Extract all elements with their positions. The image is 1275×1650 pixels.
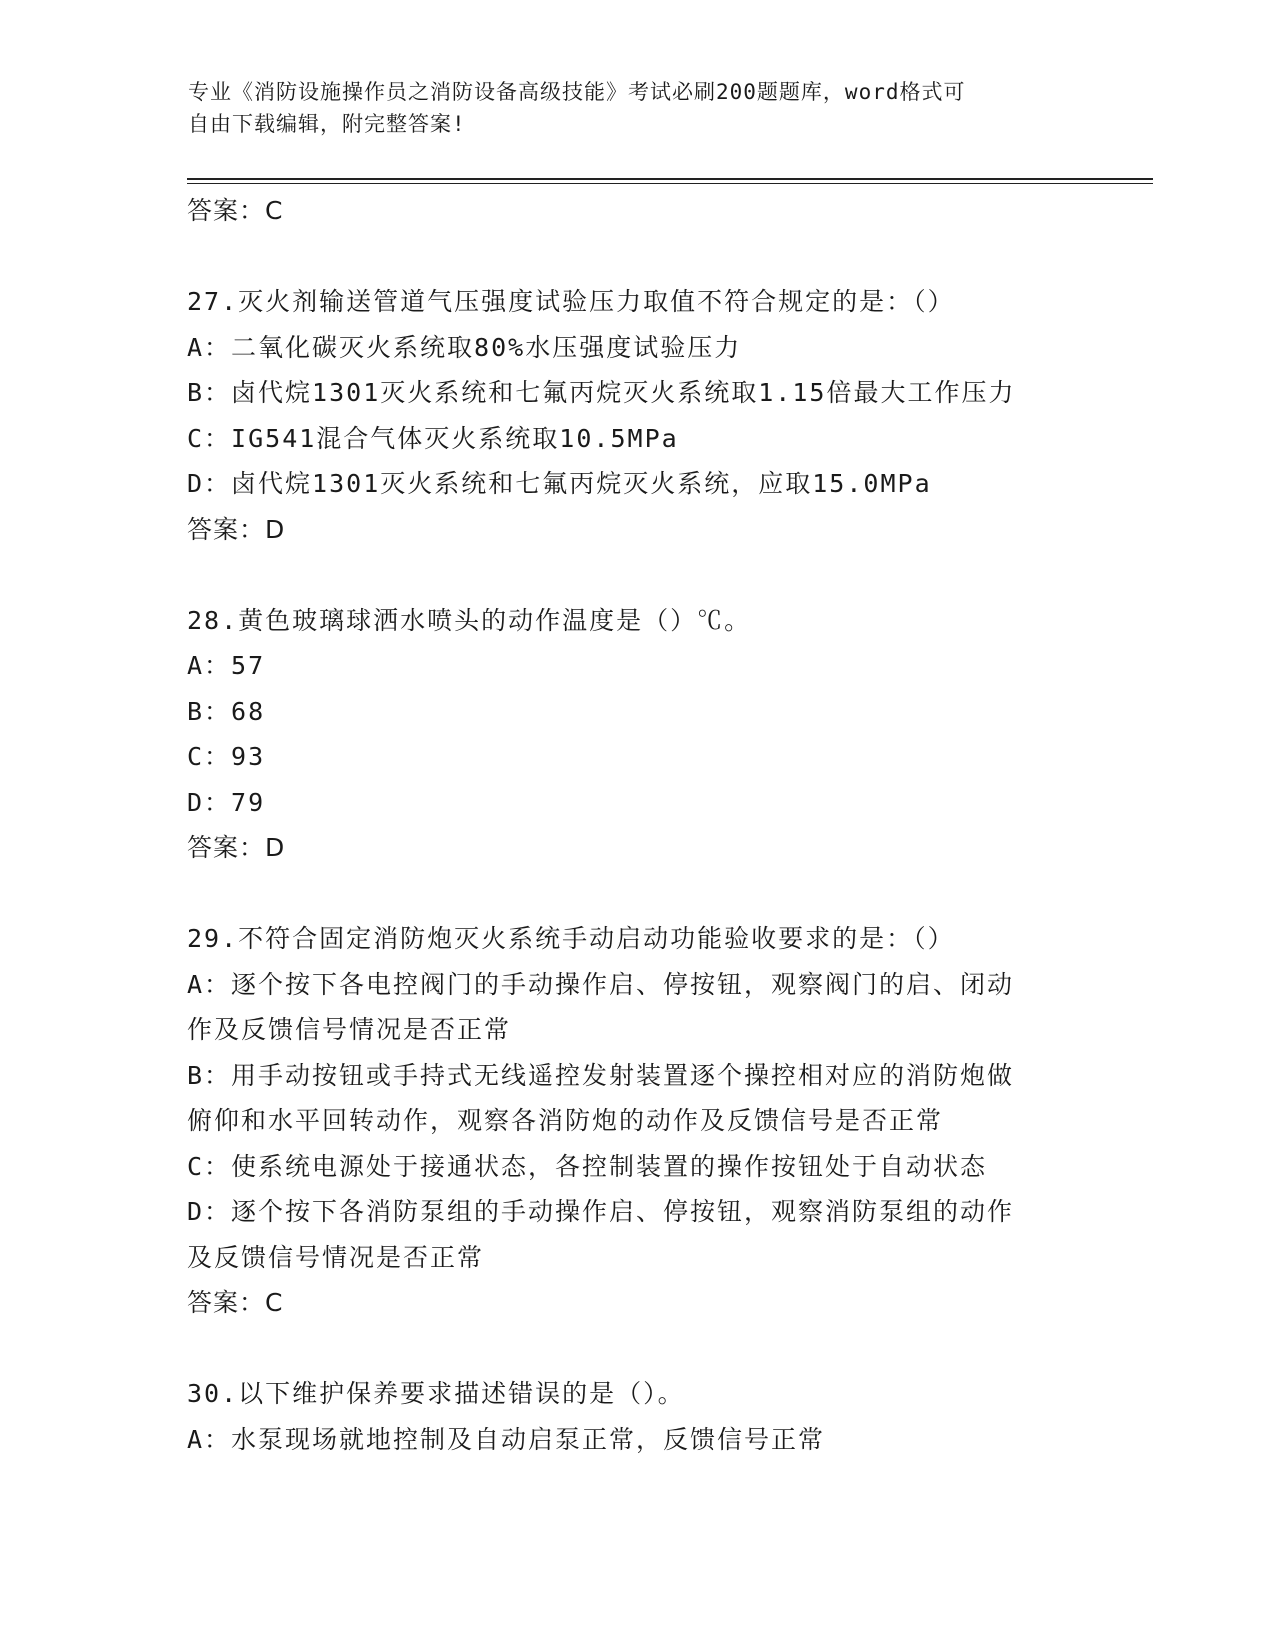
question-29 [187,916,1087,1326]
question-text: 27.灭火剂输送管道气压强度试验压力取值不符合规定的是：（） [187,287,955,316]
document-header [188,76,1088,140]
option-c: C：使系统电源处于接通状态，各控制装置的操作按钮处于自动状态 [187,1151,988,1181]
header-line-2: 自由下载编辑，附完整答案! [188,112,466,136]
document-body [187,188,1087,1462]
header-line-1: 专业《消防设施操作员之消防设备高级技能》考试必刷200题题库，word格式可 [188,80,966,104]
spacer [187,234,1087,280]
option-b: B：68 [187,696,266,726]
answer: 答案：D [187,514,286,544]
answer: 答案：C [187,1288,284,1317]
option-c: C：IG541混合气体灭火系统取10.5MPa [187,423,679,453]
option-a: A：水泵现场就地控制及自动启泵正常，反馈信号正常 [187,1424,826,1454]
option-d-line-1: D：逐个按下各消防泵组的手动操作启、停按钮，观察消防泵组的动作 [187,1197,1015,1226]
option-b-line-2: 俯仰和水平回转动作，观察各消防炮的动作及反馈信号是否正常 [187,1106,944,1135]
option-a-line-2: 作及反馈信号情况是否正常 [187,1015,512,1044]
question-text: 29.不符合固定消防炮灭火系统手动启动功能验收要求的是：（） [187,924,955,953]
spacer [187,871,1087,917]
header-divider-thick [187,178,1153,180]
answer: 答案：D [187,833,286,862]
spacer [187,1326,1087,1372]
option-a-line-1: A：逐个按下各电控阀门的手动操作启、停按钮，观察阀门的启、闭动 [187,969,1015,999]
question-28 [187,598,1087,871]
previous-answer: 答案：C [187,196,284,225]
spacer [187,552,1087,598]
option-c: C：93 [187,742,266,771]
question-27 [187,279,1087,552]
option-d: D：79 [187,787,266,817]
option-b: B：卤代烷1301灭火系统和七氟丙烷灭火系统取1.15倍最大工作压力 [187,378,1016,407]
option-b-line-1: B：用手动按钮或手持式无线遥控发射装置逐个操控相对应的消防炮做 [187,1060,1015,1090]
option-d-line-2: 及反馈信号情况是否正常 [187,1242,485,1272]
option-a: A：57 [187,651,266,680]
question-30 [187,1371,1087,1462]
question-text: 30.以下维护保养要求描述错误的是（）。 [187,1379,685,1408]
option-a: A：二氧化碳灭火系统取80%水压强度试验压力 [187,332,742,362]
option-d: D：卤代烷1301灭火系统和七氟丙烷灭火系统，应取15.0MPa [187,469,932,498]
header-divider-thin [187,183,1153,184]
question-text: 28.黄色玻璃球洒水喷头的动作温度是（）℃。 [187,605,752,635]
